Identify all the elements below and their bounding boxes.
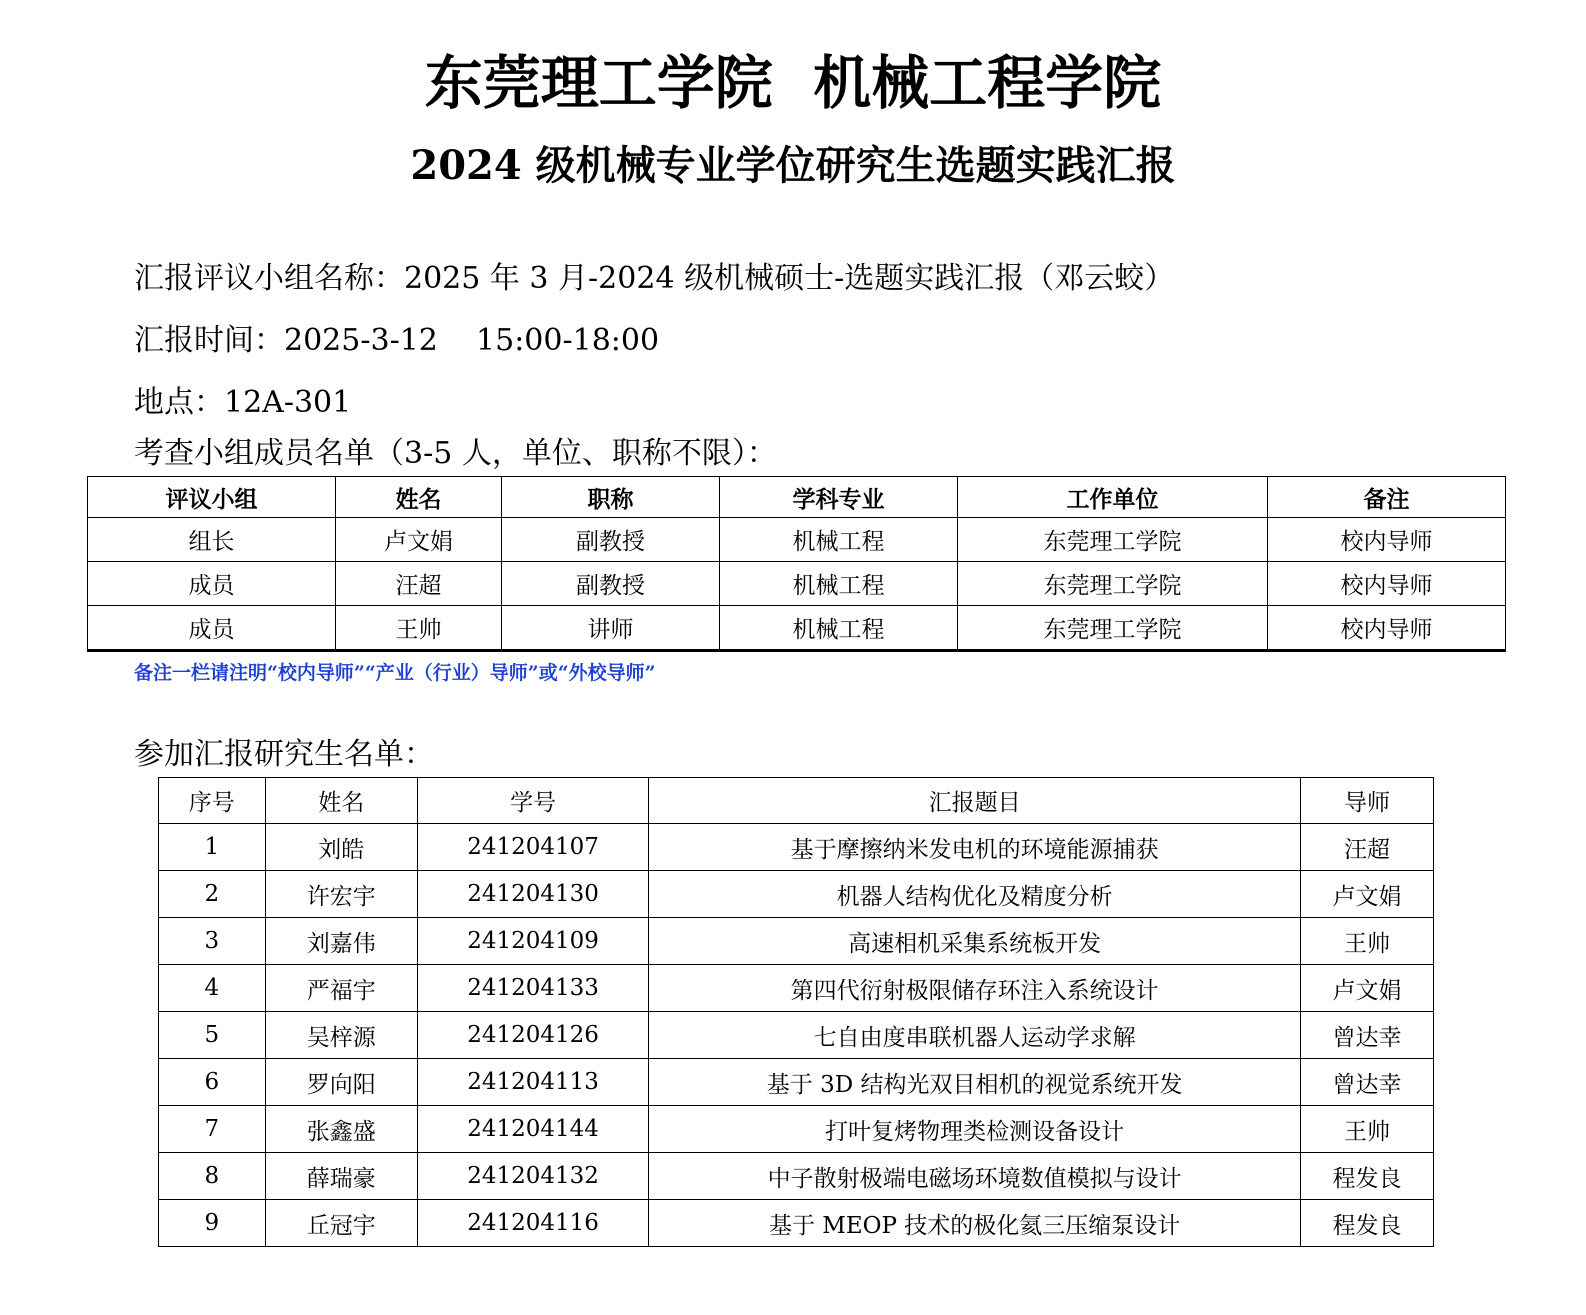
committee-header-row — [88, 477, 1506, 518]
table-cell: 241204132 — [417, 1153, 648, 1200]
table-cell: 王帅 — [1300, 1106, 1433, 1153]
table-cell: 241204107 — [417, 824, 648, 871]
students-header-row — [159, 778, 1434, 824]
table-cell: 打叶复烤物理类检测设备设计 — [649, 1106, 1301, 1153]
table-cell: 刘皓 — [265, 824, 417, 871]
table-cell: 8 — [159, 1153, 266, 1200]
table-cell: 曾达幸 — [1300, 1012, 1433, 1059]
table-cell: 机器人结构优化及精度分析 — [649, 871, 1301, 918]
table-cell: 基于 MEOP 技术的极化氦三压缩泵设计 — [649, 1200, 1301, 1247]
table-cell: 丘冠宇 — [265, 1200, 417, 1247]
table-cell: 校内导师 — [1268, 518, 1506, 562]
table-cell: 程发良 — [1300, 1153, 1433, 1200]
committee-heading: 考查小组成员名单（3-5 人，单位、职称不限）： — [134, 436, 777, 471]
table-cell: 基于 3D 结构光双目相机的视觉系统开发 — [649, 1059, 1301, 1106]
table-cell: 严福宇 — [265, 965, 417, 1012]
table-cell: 七自由度串联机器人运动学求解 — [649, 1012, 1301, 1059]
student-row — [159, 1059, 1434, 1106]
table-cell: 成员 — [88, 562, 336, 606]
table-cell: 程发良 — [1300, 1200, 1433, 1247]
table-cell: 第四代衍射极限储存环注入系统设计 — [649, 965, 1301, 1012]
table-cell: 5 — [159, 1012, 266, 1059]
table-cell: 6 — [159, 1059, 266, 1106]
table-cell: 卢文娟 — [1300, 871, 1433, 918]
table-cell: 汪超 — [1300, 824, 1433, 871]
students-header-cell: 汇报题目 — [649, 778, 1301, 824]
table-cell: 讲师 — [502, 606, 720, 651]
committee-header-cell: 备注 — [1268, 477, 1506, 518]
table-cell: 校内导师 — [1268, 562, 1506, 606]
students-header-cell: 学号 — [417, 778, 648, 824]
table-cell: 许宏宇 — [265, 871, 417, 918]
table-cell: 卢文娟 — [336, 518, 502, 562]
table-cell: 王帅 — [336, 606, 502, 651]
location-line: 地点：12A-301 — [134, 385, 352, 420]
committee-header-cell: 学科专业 — [720, 477, 958, 518]
remark-note: 备注一栏请注明“校内导师”“产业（行业）导师”或“外校导师” — [134, 662, 656, 684]
committee-row — [88, 518, 1506, 562]
table-cell: 机械工程 — [720, 562, 958, 606]
student-row — [159, 1200, 1434, 1247]
table-cell: 东莞理工学院 — [958, 562, 1268, 606]
student-row — [159, 871, 1434, 918]
table-cell: 罗向阳 — [265, 1059, 417, 1106]
student-row — [159, 1106, 1434, 1153]
table-cell: 高速相机采集系统板开发 — [649, 918, 1301, 965]
table-cell: 校内导师 — [1268, 606, 1506, 651]
table-cell: 卢文娟 — [1300, 965, 1433, 1012]
table-cell: 刘嘉伟 — [265, 918, 417, 965]
group-name-line: 汇报评议小组名称：2025 年 3 月-2024 级机械硕士-选题实践汇报（邓云蛟） — [134, 261, 1175, 296]
table-cell: 汪超 — [336, 562, 502, 606]
time-line: 汇报时间：2025-3-12 15:00-18:00 — [134, 323, 660, 358]
student-row — [159, 824, 1434, 871]
table-cell: 3 — [159, 918, 266, 965]
table-cell: 王帅 — [1300, 918, 1433, 965]
students-header-cell: 姓名 — [265, 778, 417, 824]
table-cell: 241204133 — [417, 965, 648, 1012]
table-cell: 机械工程 — [720, 518, 958, 562]
student-row — [159, 918, 1434, 965]
committee-table — [87, 476, 1506, 652]
table-cell: 241204130 — [417, 871, 648, 918]
page-title: 东莞理工学院 机械工程学院 — [424, 49, 1162, 117]
table-cell: 4 — [159, 965, 266, 1012]
table-cell: 7 — [159, 1106, 266, 1153]
table-cell: 1 — [159, 824, 266, 871]
table-cell: 东莞理工学院 — [958, 606, 1268, 651]
table-cell: 基于摩擦纳米发电机的环境能源捕获 — [649, 824, 1301, 871]
table-cell: 机械工程 — [720, 606, 958, 651]
table-cell: 组长 — [88, 518, 336, 562]
students-header-cell: 序号 — [159, 778, 266, 824]
table-cell: 曾达幸 — [1300, 1059, 1433, 1106]
students-heading: 参加汇报研究生名单： — [134, 737, 434, 772]
table-cell: 241204126 — [417, 1012, 648, 1059]
page-subtitle: 2024 级机械专业学位研究生选题实践汇报 — [410, 142, 1176, 189]
table-cell: 中子散射极端电磁场环境数值模拟与设计 — [649, 1153, 1301, 1200]
table-cell: 吴梓源 — [265, 1012, 417, 1059]
student-row — [159, 1153, 1434, 1200]
student-row — [159, 965, 1434, 1012]
committee-header-cell: 评议小组 — [88, 477, 336, 518]
committee-row — [88, 562, 1506, 606]
committee-header-cell: 姓名 — [336, 477, 502, 518]
table-cell: 241204109 — [417, 918, 648, 965]
committee-row — [88, 606, 1506, 651]
table-cell: 241204113 — [417, 1059, 648, 1106]
table-cell: 2 — [159, 871, 266, 918]
table-cell: 副教授 — [502, 562, 720, 606]
table-cell: 东莞理工学院 — [958, 518, 1268, 562]
table-cell: 241204144 — [417, 1106, 648, 1153]
committee-header-cell: 职称 — [502, 477, 720, 518]
committee-header-cell: 工作单位 — [958, 477, 1268, 518]
students-table — [158, 777, 1434, 1247]
table-cell: 张鑫盛 — [265, 1106, 417, 1153]
students-header-cell: 导师 — [1300, 778, 1433, 824]
table-cell: 副教授 — [502, 518, 720, 562]
table-cell: 9 — [159, 1200, 266, 1247]
table-cell: 成员 — [88, 606, 336, 651]
table-cell: 薛瑞豪 — [265, 1153, 417, 1200]
table-cell: 241204116 — [417, 1200, 648, 1247]
student-row — [159, 1012, 1434, 1059]
